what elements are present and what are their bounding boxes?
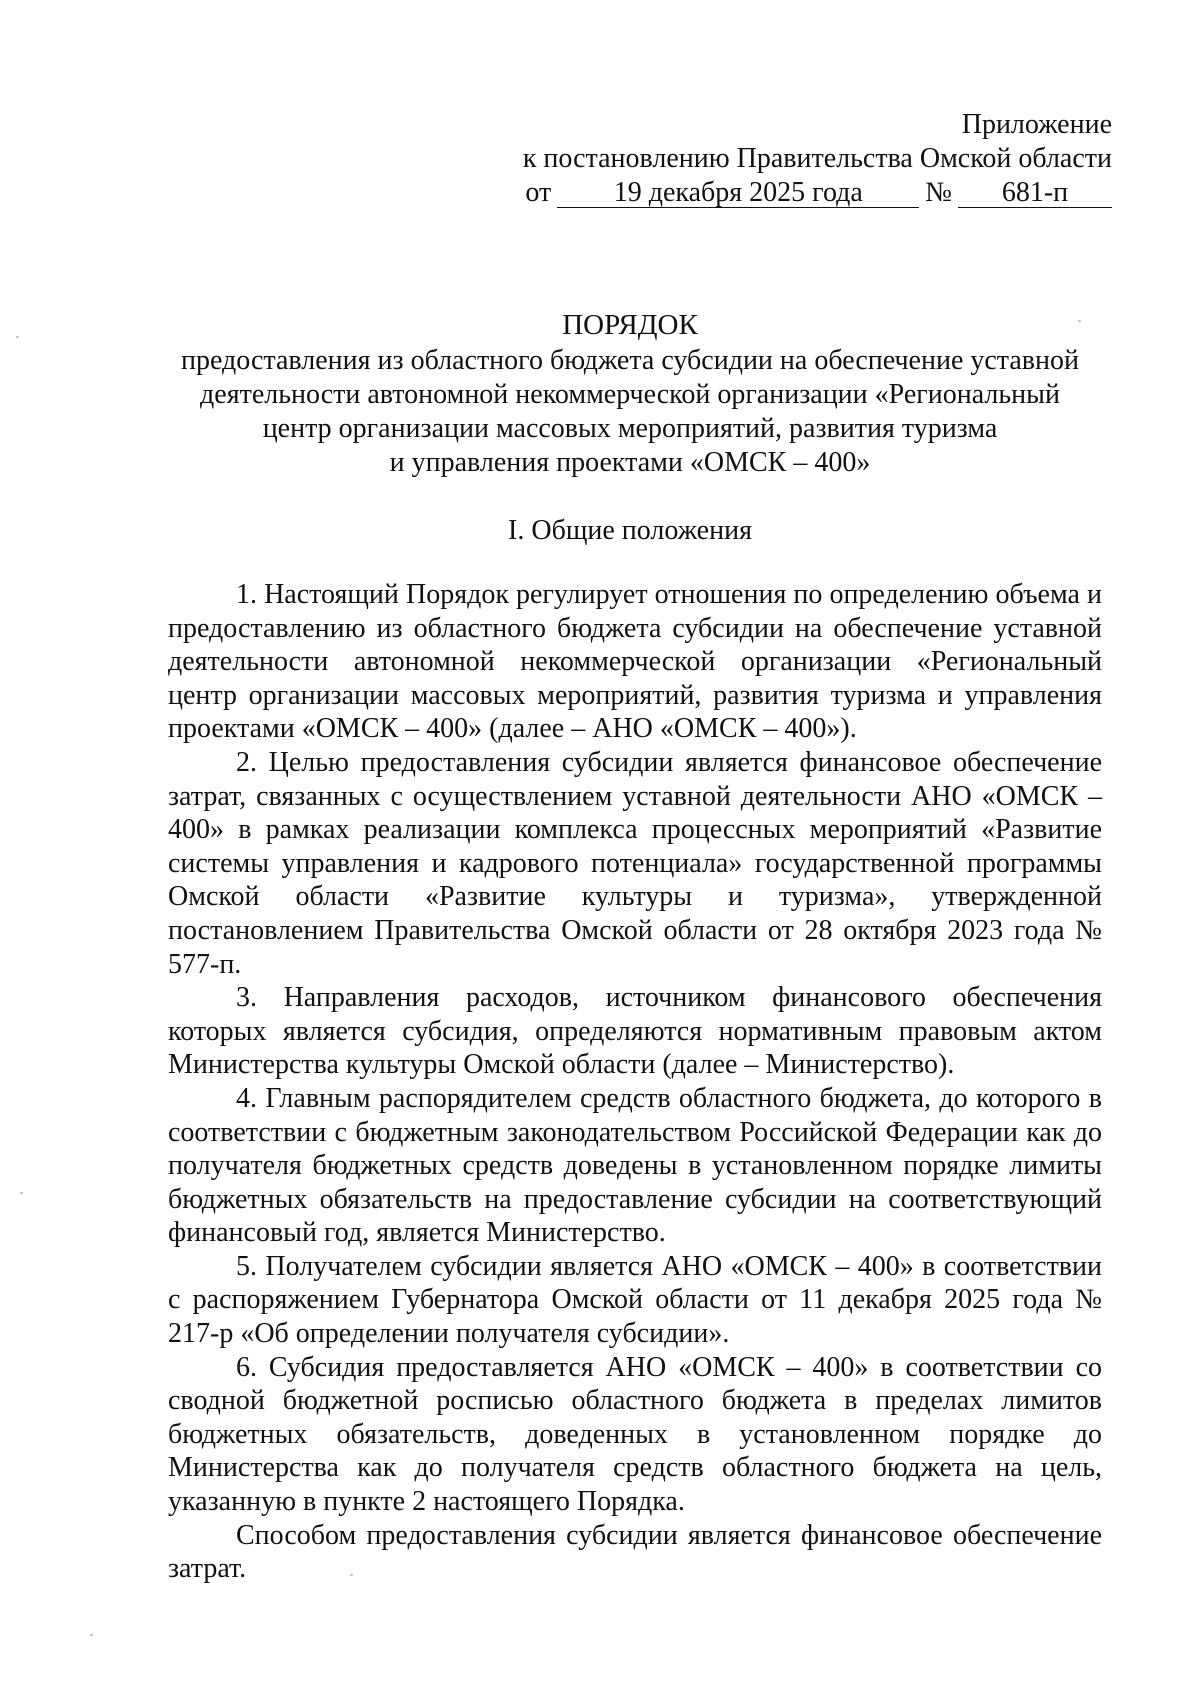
section-heading: I. Общие положения xyxy=(508,515,752,546)
decree-date: 19 декабря 2025 года xyxy=(557,179,919,208)
subtitle-line: деятельности автономной некоммерческой организации «Региональный xyxy=(200,379,1060,410)
paragraph-3: 3. Направления расходов, источником финансового обеспечения которых является субсидия, определяются нормативным правовым актом Министерства культуры Омской области (далее – Министерство). xyxy=(168,982,1102,1081)
document-title: ПОРЯДОК xyxy=(562,309,698,341)
document-body xyxy=(168,578,1102,1586)
scan-speck xyxy=(350,1574,353,1576)
subtitle-line: центр организации массовых мероприятий, развития туризма xyxy=(262,413,998,444)
paragraph-6: 6. Субсидия предоставляется АНО «ОМСК – 400» в соответствии со сводной бюджетной росписью областного бюджета в пределах лимитов бюджетных обязательств, доведенных в установленном порядке до Министерства как до получателя средств областного бюджета на цель, указанную в пункте 2 настоящего Порядка. xyxy=(168,1351,1102,1518)
subtitle-line: предоставления из областного бюджета субсидии на обеспечение уставной xyxy=(181,345,1079,376)
paragraph-2: 2. Целью предоставления субсидии является финансовое обеспечение затрат, связанных с осуществлением уставной деятельности АНО «ОМСК – 400» в рамках реализации комплекса процессных мероприятий «Развитие системы управления и кадрового потенциала» государственной программы Омской области «Развитие культуры и туризма», утвержденной постановлением Правительства Омской области от 28 октября 2023 года № 577-п. xyxy=(168,746,1102,980)
decree-reference: к постановлению Правительства Омской области xyxy=(522,143,1112,174)
decree-number: 681-п xyxy=(958,179,1112,208)
paragraph-5: 5. Получателем субсидии является АНО «ОМСК – 400» в соответствии с распоряжением Губернатора Омской области от 11 декабря 2025 года № 217-р «Об определении получателя субсидии». xyxy=(168,1250,1102,1350)
date-prefix: от xyxy=(525,177,552,208)
scan-speck xyxy=(20,1192,23,1194)
paragraph-7: Способом предоставления субсидии является финансовое обеспечение затрат. xyxy=(168,1519,1102,1585)
subtitle-line: и управления проектами «ОМСК – 400» xyxy=(389,447,871,478)
appendix-header xyxy=(472,108,1112,210)
document-title-block xyxy=(150,308,1110,480)
scan-speck xyxy=(16,336,19,338)
scan-speck xyxy=(1078,320,1081,322)
appendix-label: Приложение xyxy=(961,109,1112,140)
scan-speck xyxy=(90,1634,93,1636)
paragraph-4: 4. Главным распорядителем средств областного бюджета, до которого в соответствии с бюджетным законодательством Российской Федерации как до получателя бюджетных средств доведены в установленном порядке лимиты бюджетных обязательств на предоставление субсидии на соответствующий финансовый год, является Министерство. xyxy=(168,1082,1102,1249)
decree-date-number-line xyxy=(472,176,1112,210)
paragraph-1: 1. Настоящий Порядок регулирует отношения по определению объема и предоставлению из областного бюджета субсидии на обеспечение уставной деятельности автономной некоммерческой организации «Региональный центр организации массовых мероприятий, развития туризма и управления проектами «ОМСК – 400» (далее – АНО «ОМСК – 400»). xyxy=(168,579,1102,745)
number-sign: № xyxy=(925,177,952,208)
